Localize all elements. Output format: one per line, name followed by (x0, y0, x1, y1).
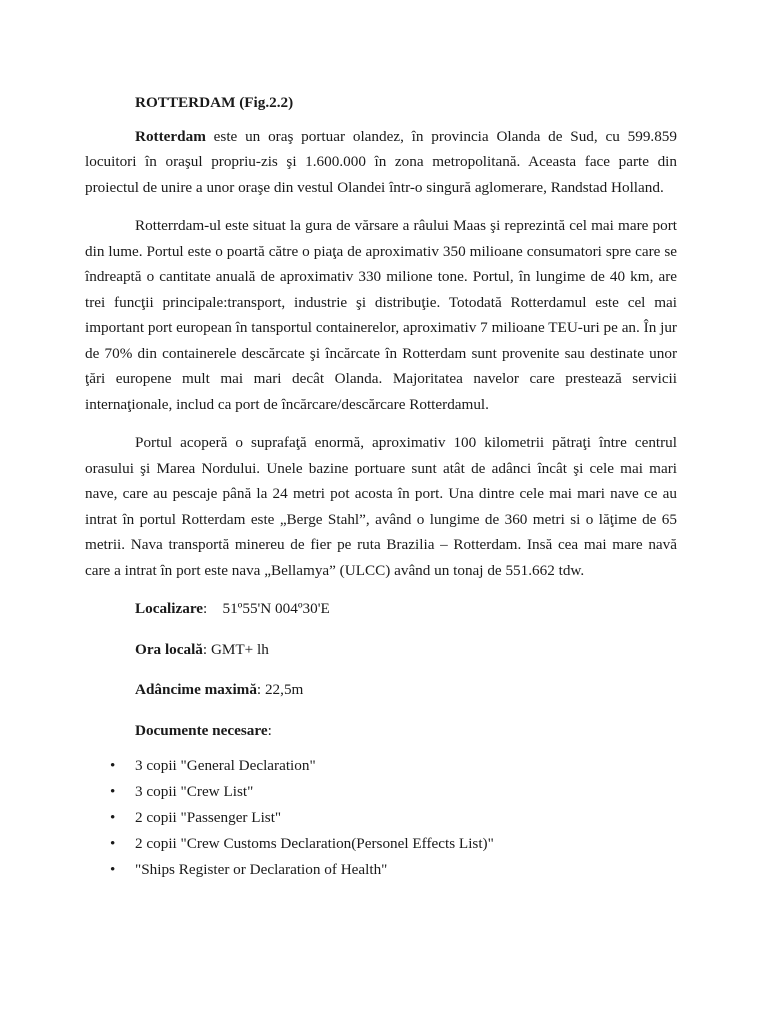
bullet-icon: • (110, 783, 116, 800)
bullet-icon: • (110, 757, 116, 774)
list-item-text: 3 copii "General Declaration" (135, 757, 316, 774)
list-item (85, 779, 677, 805)
list-item (85, 753, 677, 779)
field-sep: : (256, 681, 262, 698)
field-sep: : (203, 600, 208, 617)
bold-term: Rotterdam (135, 127, 206, 145)
bullet-icon: • (110, 835, 116, 852)
list-item (85, 831, 677, 857)
field-value: GMT+ lh (207, 640, 269, 658)
paragraph-port-area: Portul acoperă o suprafaţă enormă, aproximativ 100 kilometrii pătraţi între centrul orasului şi Marea Nordului. Unele bazine portuare sunt atât de adânci încât şi cele mai mari nave, care au pescaje până la 24 metri pot acosta în port. Una dintre cele mai mari nave ce au intrat în portul Rotterdam este „Berge Stahl”, având o lungime de 360 metri si o lăţime de 65 metrii. Nava transportă minereu de fier pe ruta Brazilia – Rotterdam. Insă cea mai mare navă care a intrat în port este nava „Bellamya” (ULCC) având un tonaj de 551.662 tdw. (85, 434, 677, 579)
field-sep: : (202, 640, 208, 658)
bullet-icon: • (110, 809, 116, 826)
paragraph-intro (85, 124, 677, 201)
field-localizare (85, 596, 677, 622)
field-value: 22,5m (261, 681, 304, 698)
list-item (85, 857, 677, 883)
document-body (85, 90, 677, 883)
section-heading: ROTTERDAM (Fig.2.2) (135, 94, 294, 111)
field-documente (85, 718, 677, 744)
bullet-icon: • (110, 861, 116, 878)
list-item (85, 805, 677, 831)
field-label: Documente necesare (135, 721, 268, 739)
field-label: Ora locală (135, 640, 203, 658)
documents-list (85, 753, 677, 883)
field-adancime (85, 677, 677, 703)
field-sep: : (267, 721, 272, 739)
list-item-text: 3 copii "Crew List" (135, 783, 254, 800)
paragraph-text: este un oraş portuar olandez, în provincia Olanda de Sud, cu 599.859 locuitori în oraşul propriu-zis şi 1.600.000 în zona metropolitană. Aceasta face parte din proiectul de unire a unor oraşe din vestul Olandei într-o singură aglomerare, Randstad Holland. (85, 127, 677, 196)
list-item-text: 2 copii "Crew Customs Declaration(Personel Effects List)" (135, 835, 494, 852)
field-value: 51º55'N 004º30'E (207, 600, 330, 617)
field-label: Localizare (135, 600, 204, 617)
field-label: Adâncime maximă (135, 681, 257, 698)
list-item-text: 2 copii "Passenger List" (135, 809, 282, 826)
paragraph-port-description: Rotterrdam-ul este situat la gura de vărsare a râului Maas şi reprezintă cel mai mare port din lume. Portul este o poartă către o piaţa de aproximativ 350 milioane consumatori spre care se îndreaptă o cantitate anuală de aproximativ 330 milione tone. Portul, în lungime de 40 km, are trei funcţii principale:transport, industrie şi distribuţie. Totodată Rotterdamul este cel mai important port european în tansportul containerelor, aproximativ 7 milioane TEU-uri pe an. În jur de 70% din containerele descărcate şi încărcate în Rotterdam sunt provenite sau destinate unor ţări europene mult mai mari decât Olanda. Majoritatea navelor care prestează servicii internaţionale, includ ca port de încărcare/descărcare Rotterdamul. (85, 217, 677, 413)
field-ora-locala (85, 637, 677, 663)
list-item-text: "Ships Register or Declaration of Health" (135, 861, 388, 878)
